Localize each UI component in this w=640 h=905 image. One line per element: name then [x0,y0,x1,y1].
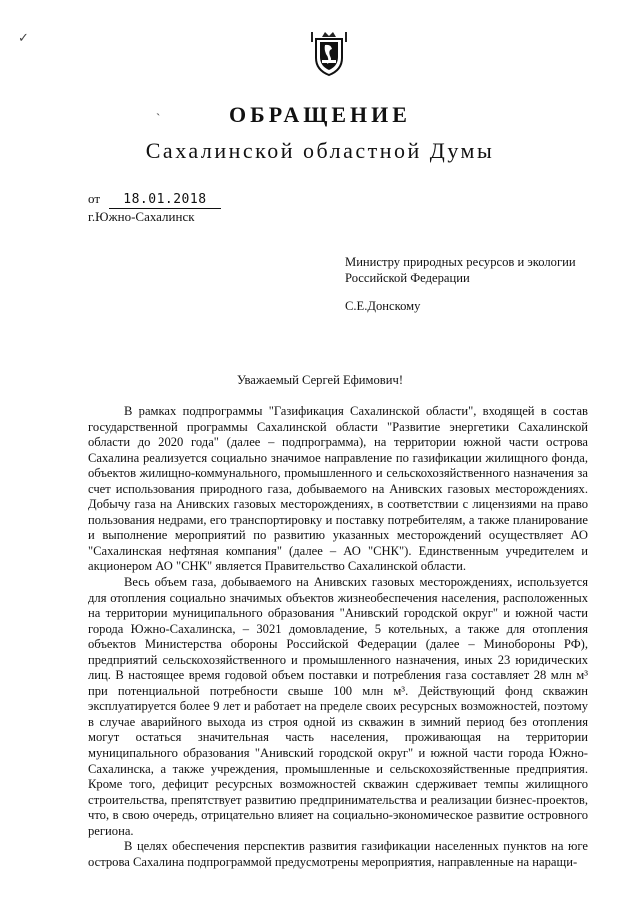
recipient-name: С.Е.Донскому [345,299,421,313]
date-value: 18.01.2018 [109,192,220,209]
letter-body [88,404,588,870]
date-label: от [88,191,101,206]
body-paragraph-3: В целях обеспечения перспектив развития газификации населенных пунктов на юге острова Сахалина подпрограммой предусмотрены мероприятия, направленные на наращи- [88,839,588,869]
body-paragraph-2: Весь объем газа, добываемого на Анивских газовых месторождениях, используется для отопления социально значимых объектов жизнеобеспечения населения, расположенных на территории муниципального образования "Анивский городской округ" и южной части города Южно-Сахалинска, – 3021 домовладение, 5 котельных, а также для отопления объектов Министерства обороны Российской Федерации (далее – Минобороны РФ), предприятий сельскохозяйственного и промышленного назначения, иных 23 юридических лиц. В настоящее время годовой объем поставки и потребления газа составляет 28 млн м³ при потенциальной потребности свыше 100 млн м³. Действующий фонд скважин эксплуатируется более 9 лет и работает на пределе своих ресурсных возможностей, поэтому в случае аварийного выхода из строя одной из скважин в зимний период без отопления могут остаться значительная часть населения, проживающая на территории муниципального образования "Анивский городской округ" и южной части города Южно-Сахалинска, а также учреждения, промышленные и сельскохозяйственные предприятия. Кроме того, дефицит ресурсных возможностей скважин сдерживает темпы жилищного строительства, препятствует развитию предпринимательства и реализации бизнес-проектов, что, в свою очередь, отрицательно влияет на социально-экономическое развитие островного региона. [88,575,588,838]
check-mark: ✓ [18,30,29,45]
stray-tick-mark: ˏ [156,101,161,116]
city: г.Южно-Сахалинск [88,209,195,224]
recipient-position: Министру природных ресурсов и экологии Российской Федерации [345,255,576,285]
date-row [88,191,221,209]
coat-of-arms-emblem [308,30,350,78]
salutation: Уважаемый Сергей Ефимович! [236,373,404,387]
document-subtitle: Сахалинской областной Думы [145,138,495,163]
document-title: ОБРАЩЕНИЕ [229,102,411,127]
body-paragraph-1: В рамках подпрограммы "Газификация Сахалинской области", входящей в состав государственной программы Сахалинской области "Развитие энергетики Сахалинской области до 2020 года" (далее – подпрограмма), на территории южной части острова Сахалина реализуется социально значимое направление по газификации жилищного фонда, объектов жилищно-коммунального, промышленного и сельскохозяйственного назначения за счет использования природного газа, добываемого на Анивских газовых месторождениях. Добычу газа на Анивских газовых месторождениях, в соответствии с лицензиями на право пользования недрами, его транспортировку и поставку потребителям, а также планирование и выполнение мероприятий по развитию указанных месторождений осуществляет АО "Сахалинская нефтяная компания" (далее – АО "СНК"). Единственным учредителем и акционером АО "СНК" является Правительство Сахалинской области. [88,404,588,574]
